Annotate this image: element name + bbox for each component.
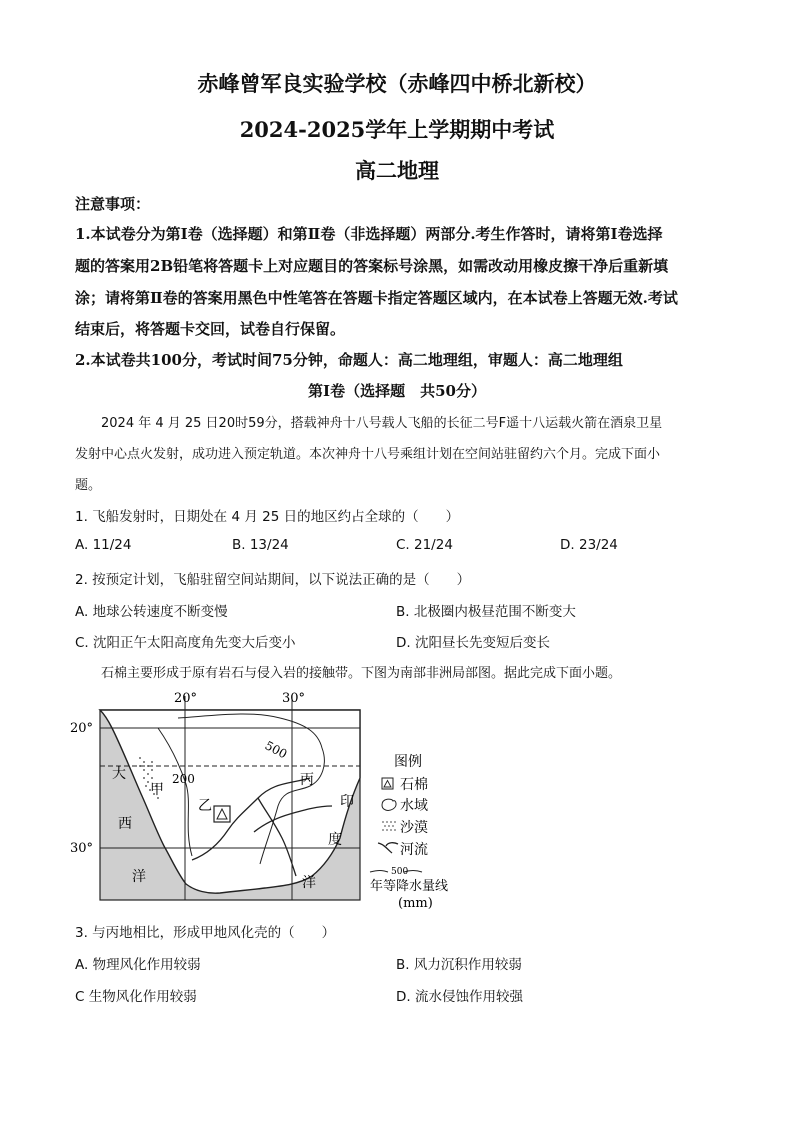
legend-title: 图例 (394, 754, 422, 770)
legend-desert: 沙漠 (400, 820, 428, 836)
label-yang-east: 洋 (302, 875, 316, 891)
label-lon-20: 20° (174, 691, 198, 706)
option-a: A. 11/24 (75, 537, 132, 553)
option-d: D. 23/24 (560, 537, 618, 553)
option-b: B. 风力沉积作用较弱 (396, 957, 522, 973)
label-yang-west: 洋 (132, 869, 146, 885)
intro-paragraph: 题。 (75, 478, 102, 493)
legend-water: 水域 (400, 798, 428, 814)
option-a: A. 物理风化作用较弱 (75, 957, 201, 973)
option-b: B. 北极圈内极昼范围不断变大 (396, 604, 576, 620)
option-b: B. 13/24 (232, 537, 289, 553)
map-legend (370, 754, 448, 911)
option-c: C 生物风化作用较弱 (75, 989, 197, 1005)
section-title: 第Ⅰ卷（选择题 共50分） (308, 382, 486, 400)
legend-isohyet: 年等降水量线 (370, 879, 449, 894)
notes-line: 2.本试卷共100分，考试时间75分钟，命题人：高二地理组，审题人：高二地理组 (75, 351, 623, 369)
exam-term: 2024-2025学年上学期期中考试 (239, 117, 555, 142)
label-lat-20: 20° (70, 721, 94, 736)
notes-line: 涂；请将第Ⅱ卷的答案用黑色中性笔答在答题卡指定答题区域内，在本试卷上答题无效.考试 (75, 289, 678, 307)
label-xi: 西 (118, 816, 132, 832)
notes-line: 1.本试卷分为第Ⅰ卷（选择题）和第Ⅱ卷（非选择题）两部分.考生作答时，请将第Ⅰ卷选择 (75, 225, 663, 243)
label-contour-500: 500 (262, 738, 290, 762)
legend-river: 河流 (400, 842, 428, 858)
label-du: 度 (328, 832, 342, 848)
label-jia: 甲 (150, 782, 164, 798)
question-stem: 1. 飞船发射时，日期处在 4 月 25 日的地区约占全球的（ ） (75, 509, 460, 525)
question-stem: 2. 按预定计划，飞船驻留空间站期间，以下说法正确的是（ ） (75, 572, 471, 588)
southern-africa-map (60, 688, 480, 913)
notes-heading: 注意事项： (75, 195, 151, 213)
intro-paragraph: 石棉主要形成于原有岩石与侵入岩的接触带。下图为南部非洲局部图。据此完成下面小题。 (101, 666, 622, 681)
label-yi: 乙 (198, 798, 212, 814)
option-d: D. 沈阳昼长先变短后变长 (396, 635, 550, 651)
option-c: C. 21/24 (396, 537, 453, 553)
label-bing: 丙 (300, 772, 314, 788)
label-lat-30: 30° (70, 841, 94, 856)
intro-paragraph: 2024 年 4 月 25 日20时59分，搭载神舟十八号载人飞船的长征二号F遥十八运载火箭在酒泉卫星 (101, 416, 663, 431)
legend-asbestos: 石棉 (400, 777, 428, 793)
label-lon-30: 30° (282, 691, 306, 706)
school-title: 赤峰曾军良实验学校（赤峰四中桥北新校） (197, 71, 597, 96)
label-contour-200: 200 (172, 772, 195, 786)
option-a: A. 地球公转速度不断变慢 (75, 604, 228, 620)
notes-line: 结束后，将答题卡交回，试卷自行保留。 (75, 320, 346, 338)
label-yin: 印 (340, 794, 354, 810)
option-d: D. 流水侵蚀作用较强 (396, 989, 523, 1005)
legend-isohyet-value: 500 (391, 867, 409, 877)
exam-subject: 高二地理 (355, 158, 439, 183)
notes-line: 题的答案用2B铅笔将答题卡上对应题目的答案标号涂黑，如需改动用橡皮擦干净后重新填 (75, 257, 669, 275)
legend-desert-icon (382, 821, 396, 831)
intro-paragraph: 发射中心点火发射，成功进入预定轨道。本次神舟十八号乘组计划在空间站驻留约六个月。完成下面小 (75, 447, 661, 462)
legend-unit: (mm) (398, 896, 433, 911)
legend-river-icon (378, 843, 398, 853)
question-stem: 3. 与丙地相比，形成甲地风化壳的（ ） (75, 925, 336, 941)
label-da: 大 (112, 766, 126, 782)
legend-water-icon (382, 799, 396, 810)
option-c: C. 沈阳正午太阳高度角先变大后变小 (75, 635, 296, 651)
